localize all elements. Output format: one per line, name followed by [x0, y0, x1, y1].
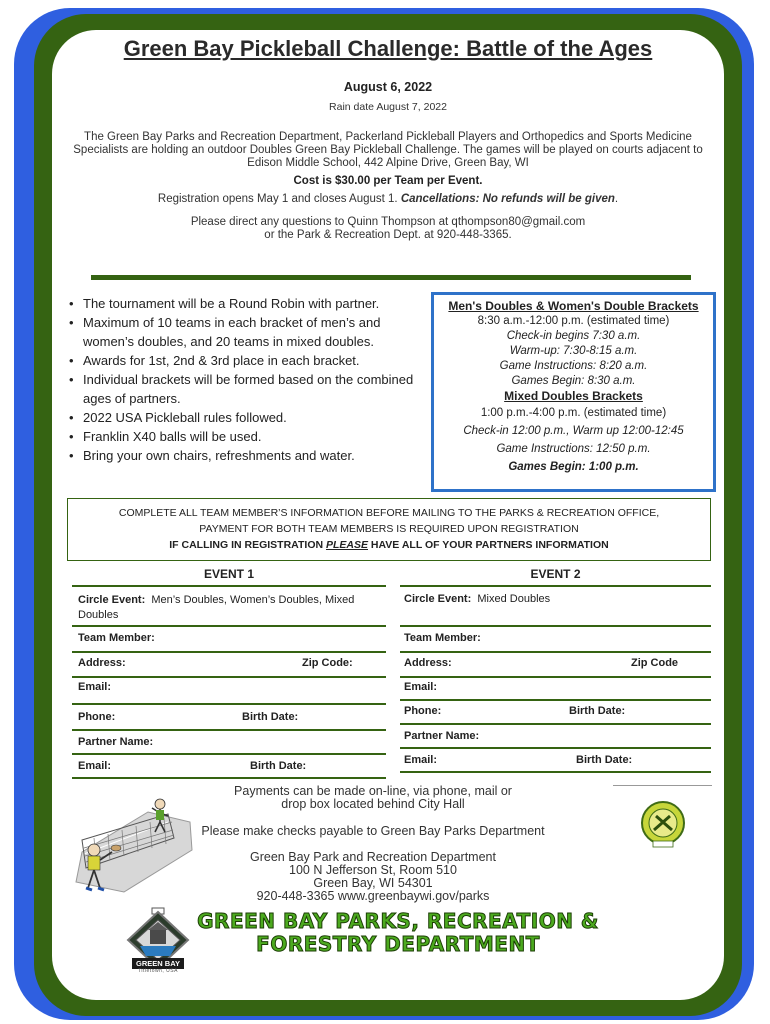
- rule-item: • Maximum of 10 teams in each bracket of men’s and women’s doubles, and 20 teams in mixed doubles.: [66, 313, 416, 351]
- event2-circle-options[interactable]: Mixed Doubles: [477, 593, 551, 605]
- registration-line: Registration opens May 1 and closes August 1. Cancellations: No refunds will be given.: [157, 193, 619, 205]
- event1-heading: EVENT 1: [203, 567, 254, 581]
- event2-circle-event: [404, 593, 550, 605]
- page-title: Green Bay Pickleball Challenge: Battle of the Ages: [123, 36, 653, 61]
- notice-line-1: COMPLETE ALL TEAM MEMBER’S INFORMATION BEFORE MAILING TO THE PARKS & RECREATION OFFICE,: [118, 507, 660, 519]
- banner-line-2: FORESTRY DEPARTMENT: [256, 932, 540, 956]
- mixed-games-begin: Games Begin: 1:00 p.m.: [508, 461, 639, 473]
- mw-games-begin: Games Begin: 8:30 a.m.: [511, 375, 636, 387]
- notice-line-3-start: IF CALLING IN REGISTRATION: [169, 539, 326, 551]
- event1-email-label: Email:: [78, 681, 112, 693]
- event1-phone-label: Phone:: [78, 711, 116, 723]
- event2-rule: [400, 651, 711, 653]
- checks-payable: Please make checks payable to Green Bay Parks Department: [201, 824, 545, 838]
- notice-line-2: PAYMENT FOR BOTH TEAM MEMBERS IS REQUIRED UPON REGISTRATION: [199, 523, 579, 535]
- seal-subtext: Titletown, USA: [138, 968, 178, 974]
- event1-rule: [72, 676, 386, 678]
- event1-circle-event: [78, 593, 378, 623]
- address-line-4: 920-448-3365 www.greenbaywi.gov/parks: [256, 889, 490, 903]
- event2-rule-bottom: [400, 771, 711, 773]
- notice-line-3: [68, 537, 710, 553]
- seal-label: GREEN BAY: [132, 958, 184, 969]
- intro-paragraph: The Green Bay Parks and Recreation Department, Packerland Pickleball Players and Orthopedics and Sports Medicine Specialists are holding an outdoor Doubles Green Bay Pickleball Challenge. The games will be played on courts adjacent to Edison Middle School, 442 Alpine Drive, Green Bay, WI: [73, 131, 703, 169]
- notice-line-3-end: HAVE ALL OF YOUR PARTNERS INFORMATION: [368, 539, 609, 551]
- contact-info: [70, 216, 706, 242]
- event1-rule: [72, 651, 386, 653]
- event2-birth-date-label: Birth Date:: [569, 705, 626, 717]
- event1-rule: [72, 625, 386, 627]
- event2-zip-label: Zip Code: [631, 657, 679, 669]
- rain-date: Rain date August 7, 2022: [329, 101, 447, 113]
- mw-bracket-heading: Men's Doubles & Women's Double Brackets: [448, 299, 699, 313]
- banner-line-1: GREEN BAY PARKS, RECREATION &: [197, 909, 599, 933]
- mixed-instructions: Game Instructions: 12:50 p.m.: [496, 443, 651, 455]
- event2-partner-birth-date-label: Birth Date:: [576, 754, 633, 766]
- schedule-box: [431, 292, 716, 492]
- event2-rule-top: [400, 585, 711, 587]
- event1-team-member-label: Team Member:: [78, 632, 155, 644]
- pickleball-players-illustration: [64, 792, 198, 900]
- mw-warmup: Warm-up: 7:30-8:15 a.m.: [509, 345, 638, 357]
- rule-item: • Franklin X40 balls will be used.: [66, 427, 416, 446]
- event2-address-label: Address:: [404, 657, 452, 669]
- event2-rule: [400, 747, 711, 749]
- department-banner: [196, 910, 600, 956]
- address-line-2: 100 N Jefferson St, Room 510: [289, 863, 457, 877]
- event2-partner-name-label: Partner Name:: [404, 730, 480, 742]
- event2-circle-label: Circle Event:: [404, 593, 472, 605]
- cost-line: Cost is $30.00 per Team per Event.: [293, 175, 483, 187]
- address-line-3: Green Bay, WI 54301: [313, 876, 433, 890]
- rule-item: • Awards for 1st, 2nd & 3rd place in each bracket.: [66, 351, 416, 370]
- event1-partner-name-label: Partner Name:: [78, 736, 154, 748]
- event1-rule: [72, 703, 386, 705]
- rules-list: [66, 294, 416, 465]
- event2-rule: [400, 699, 711, 701]
- mw-checkin: Check-in begins 7:30 a.m.: [506, 330, 641, 342]
- event1-rule-bottom: [72, 777, 386, 779]
- event2-heading: EVENT 2: [530, 567, 581, 581]
- contact-phone-line: or the Park & Recreation Dept. at 920-448-3365.: [264, 229, 512, 241]
- address-line-1: Green Bay Park and Recreation Department: [250, 850, 496, 864]
- contact-email-line: Please direct any questions to Quinn Thompson at qthompson80@gmail.com: [190, 216, 586, 228]
- event1-partner-email-label: Email:: [78, 760, 112, 772]
- payment-info: [196, 785, 550, 811]
- payment-line-1: Payments can be made on-line, via phone, mail or: [234, 784, 512, 798]
- cancellation-policy: Cancellations: No refunds will be given: [400, 193, 615, 205]
- section-divider: [91, 275, 691, 280]
- event1-rule-top: [72, 585, 386, 587]
- event1-circle-options[interactable]: Men’s Doubles, Women’s Doubles, Mixed Doubles: [78, 594, 355, 621]
- event2-rule: [400, 723, 711, 725]
- mixed-bracket-heading: Mixed Doubles Brackets: [504, 389, 643, 403]
- mailing-address: [196, 851, 550, 903]
- mixed-time: 1:00 p.m.-4:00 p.m. (estimated time): [480, 407, 667, 419]
- rule-item: • 2022 USA Pickleball rules followed.: [66, 408, 416, 427]
- event2-phone-label: Phone:: [404, 705, 442, 717]
- logo-rule: [613, 785, 712, 786]
- registration-dates: Registration opens May 1 and closes August 1.: [157, 193, 398, 205]
- event1-rule: [72, 753, 386, 755]
- event1-zip-label: Zip Code:: [302, 657, 353, 669]
- rule-item: • Individual brackets will be formed based on the combined ages of partners.: [66, 370, 416, 408]
- event-date: August 6, 2022: [343, 80, 433, 94]
- event1-rule: [72, 729, 386, 731]
- notice-emphasis: PLEASE: [325, 539, 368, 551]
- event2-rule: [400, 676, 711, 678]
- registration-notice: [67, 498, 711, 561]
- event2-rule: [400, 625, 711, 627]
- mw-instructions: Game Instructions: 8:20 a.m.: [499, 360, 648, 372]
- event1-address-label: Address:: [78, 657, 126, 669]
- mw-time: 8:30 a.m.-12:00 p.m. (estimated time): [477, 315, 670, 327]
- event1-partner-birth-date-label: Birth Date:: [250, 760, 307, 772]
- event2-team-member-label: Team Member:: [404, 632, 481, 644]
- event1-circle-label: Circle Event:: [78, 594, 146, 606]
- payment-line-2: drop box located behind City Hall: [281, 797, 465, 811]
- event2-email-label: Email:: [404, 681, 438, 693]
- rule-item: • The tournament will be a Round Robin with partner.: [66, 294, 416, 313]
- pickleball-club-logo: [640, 800, 686, 850]
- mixed-checkin: Check-in 12:00 p.m., Warm up 12:00-12:45: [463, 425, 684, 437]
- event1-birth-date-label: Birth Date:: [242, 711, 299, 723]
- rule-item: • Bring your own chairs, refreshments and water.: [66, 446, 416, 465]
- event2-partner-email-label: Email:: [404, 754, 438, 766]
